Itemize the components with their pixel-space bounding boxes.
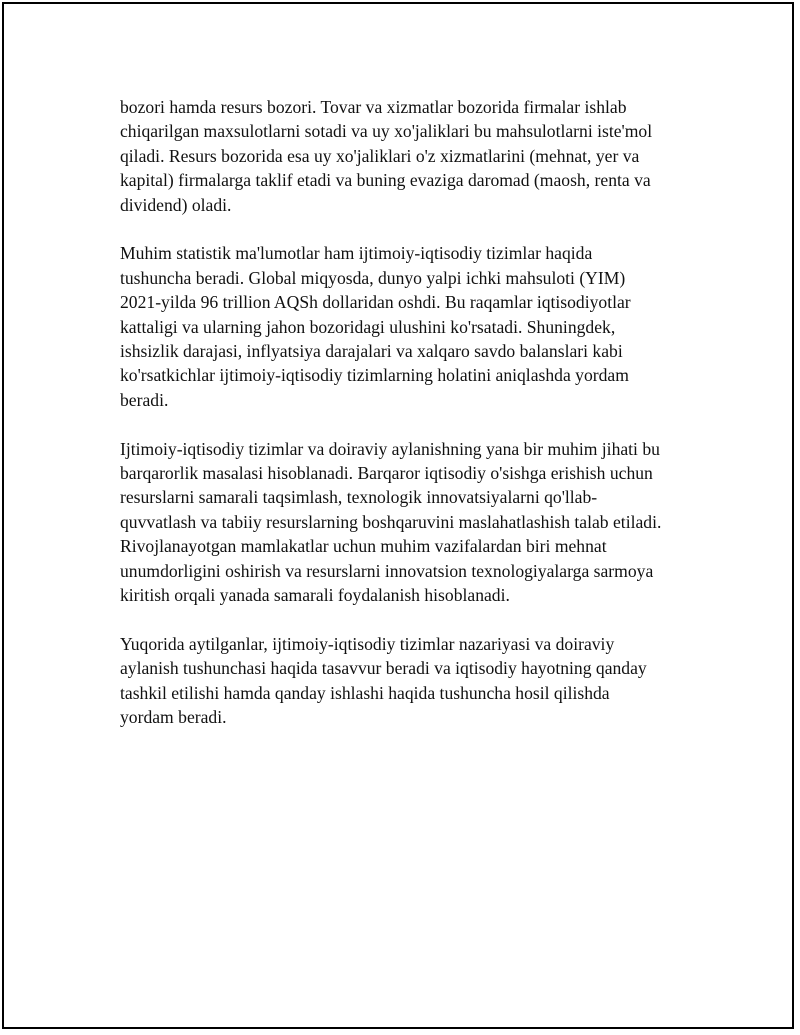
text-line: beradi. — [120, 389, 169, 410]
paragraph-4 — [120, 632, 692, 730]
text-line: chiqarilgan maxsulotlarni sotadi va uy xo'jaliklari bu mahsulotlarni iste'mol — [120, 121, 653, 142]
document-page — [2, 2, 794, 1029]
paragraph-3 — [120, 437, 692, 608]
text-line: qiladi. Resurs bozorida esa uy xo'jaliklari o'z xizmatlarini (mehnat, yer va — [120, 145, 640, 166]
text-line: kapital) firmalarga taklif etadi va buning evaziga daromad (maosh, renta va — [120, 170, 651, 191]
text-line: Rivojlanayotgan mamlakatlar uchun muhim vazifalardan biri mehnat — [120, 536, 607, 557]
text-line: ko'rsatkichlar ijtimoiy-iqtisodiy tizimlarning holatini aniqlashda yordam — [120, 365, 629, 386]
text-line: dividend) oladi. — [120, 194, 232, 215]
text-line: tashkil etilishi hamda qanday ishlashi haqida tushuncha hosil qilishda — [120, 682, 610, 703]
text-line: kiritish orqali yanada samarali foydalanish hisoblanadi. — [120, 585, 510, 606]
text-line: barqarorlik masalasi hisoblanadi. Barqaror iqtisodiy o'sishga erishish uchun — [120, 463, 653, 484]
text-line: ishsizlik darajasi, inflyatsiya darajalari va xalqaro savdo balanslari kabi — [120, 341, 623, 362]
text-line: unumdorligini oshirish va resurslarni innovatsion texnologiyalarga sarmoya — [120, 560, 654, 581]
text-line: yordam beradi. — [120, 707, 227, 728]
text-line: tushuncha beradi. Global miqyosda, dunyo yalpi ichki mahsuloti (YIM) — [120, 267, 626, 288]
text-line: 2021-yilda 96 trillion AQSh dollaridan oshdi. Bu raqamlar iqtisodiyotlar — [120, 292, 631, 313]
text-line: bozori hamda resurs bozori. Tovar va xizmatlar bozorida firmalar ishlab — [120, 97, 627, 117]
text-line: resurslarni samarali taqsimlash, texnologik innovatsiyalarni qo'llab- — [120, 487, 598, 508]
paragraph-1 — [120, 95, 692, 217]
text-line: Muhim statistik ma'lumotlar ham ijtimoiy-iqtisodiy tizimlar haqida — [120, 243, 593, 264]
text-line: aylanish tushunchasi haqida tasavvur beradi va iqtisodiy hayotning qanday — [120, 658, 647, 679]
text-line: quvvatlash va tabiiy resurslarning boshqaruvini maslahatlashish talab etiladi. — [120, 511, 662, 532]
text-line: Yuqorida aytilganlar, ijtimoiy-iqtisodiy tizimlar nazariyasi va doiraviy — [120, 633, 615, 654]
text-line: kattaligi va ularning jahon bozoridagi ulushini ko'rsatadi. Shuningdek, — [120, 316, 616, 337]
text-line: Ijtimoiy-iqtisodiy tizimlar va doiraviy aylanishning yana bir muhim jihati bu — [120, 438, 660, 459]
document-body — [120, 95, 692, 754]
paragraph-2 — [120, 241, 692, 412]
